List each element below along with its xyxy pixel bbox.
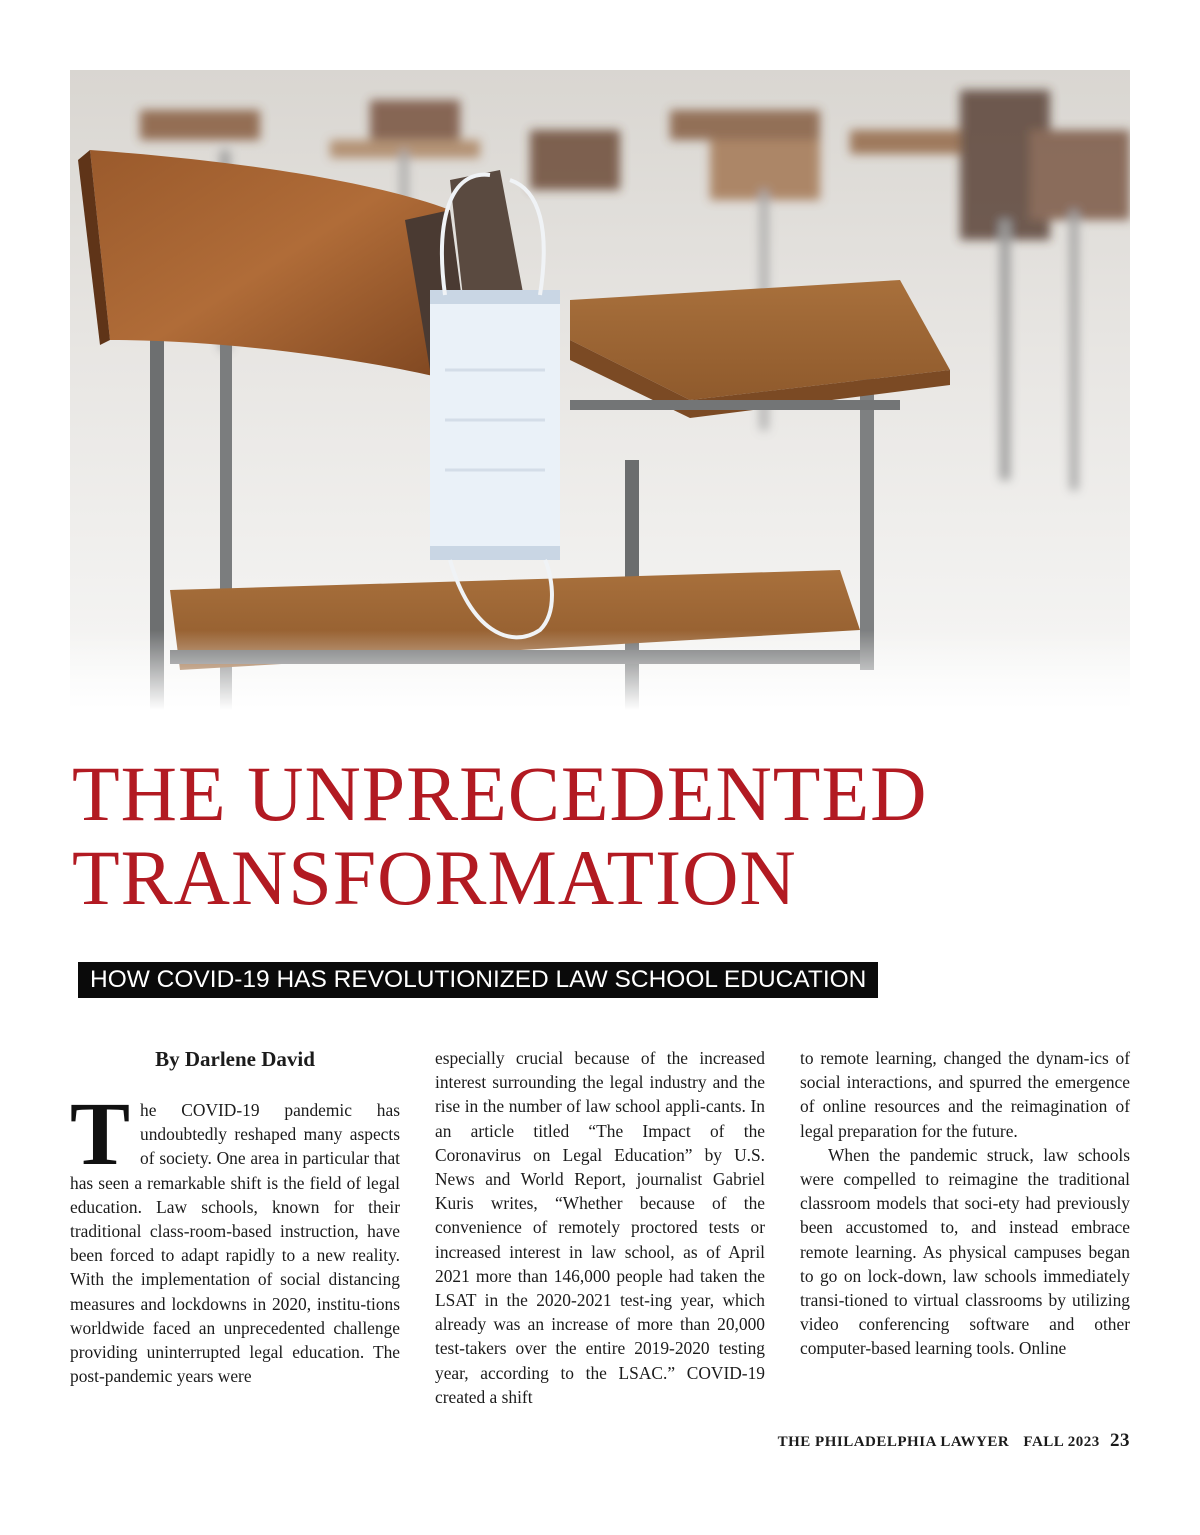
article-title — [72, 752, 1152, 920]
column-3-paragraph-1: to remote learning, changed the dynam-ics of social interactions, and spurred the emergence of online resources and the reimagination of legal preparation for the future. — [800, 1048, 1130, 1141]
article-column-2 — [435, 1046, 765, 1409]
page-footer — [778, 1430, 1130, 1452]
issue-label: FALL 2023 — [1023, 1434, 1100, 1450]
column-3-paragraph-2: When the pandemic struck, law schools were compelled to reimagine the traditional classroom models that soci-ety had previously been accustomed to, and instead embrace remote learning. As physical campuses began to go on lock-down, law schools immediately transi-tioned to virtual classrooms by utilizing video conferencing software and other computer-based learning tools. Online — [800, 1144, 1130, 1359]
article-title-line-2: TRANSFORMATION — [72, 834, 797, 921]
hero-photo-illustration — [70, 70, 1130, 710]
page-number: 23 — [1110, 1430, 1130, 1451]
hero-photo-empty-classroom-desk-with-face-mask — [70, 70, 1130, 710]
column-2-text: especially crucial because of the increased interest surrounding the legal industry and the rise in the number of law school appli-cants. In an article titled “The Impact of the Coronavirus on Legal Education” by U.S. News and World Report, journalist Gabriel Kuris writes, “Whether because of the convenience of remotely proctored tests or increased interest in law school, as of April 2021 more than 146,000 people had taken the LSAT in the 2020-2021 test-ing year, which already was an increase of more than 20,000 test-takers over the entire 2019-2020 testing year, according to the LSAC.” COVID-19 created a shift — [435, 1048, 765, 1407]
article-column-1 — [70, 1046, 400, 1388]
intro-paragraph-text: he COVID-19 pandemic has undoubtedly reshaped many aspects of society. One area in particular that has seen a remarkable shift is the field of legal education. Law schools, known for their traditional class-room-based instruction, have been forced to adapt rapidly to a new reality. With the implementation of social distancing measures and lockdowns in 2020, institu-tions worldwide faced an unprecedented challenge providing uninterrupted legal education. The post-pandemic years were — [70, 1100, 400, 1387]
article-column-3 — [800, 1046, 1130, 1361]
byline: By Darlene David — [155, 1047, 315, 1071]
publication-name: THE PHILADELPHIA LAWYER — [777, 1434, 1010, 1450]
drop-cap: T — [70, 1085, 131, 1184]
article-subtitle: HOW COVID-19 HAS REVOLUTIONIZED LAW SCHOOL EDUCATION — [78, 962, 878, 998]
article-title-line-1: THE UNPRECEDENTED — [72, 750, 928, 837]
intro-paragraph — [70, 1085, 400, 1388]
